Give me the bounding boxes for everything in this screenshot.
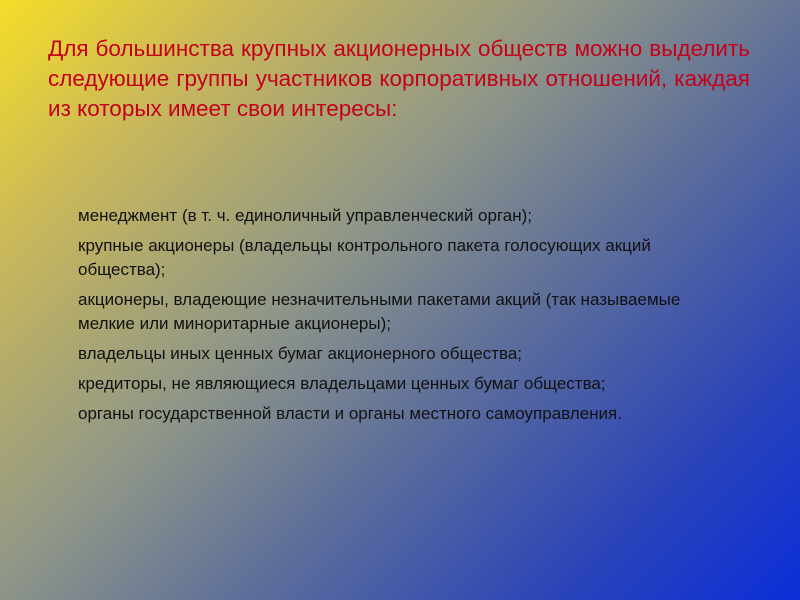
list-item	[48, 288, 708, 336]
list-item-text: менеджмент (в т. ч. единоличный управленческий орган);	[78, 206, 533, 225]
list-item-text: кредиторы, не являющиеся владельцами ценных бумаг общества;	[78, 374, 606, 393]
list-item	[48, 204, 708, 228]
list-item	[48, 402, 708, 426]
list-item	[48, 372, 708, 396]
list-item	[48, 342, 708, 366]
list-item-text: органы государственной власти и органы местного самоуправления.	[78, 404, 622, 423]
list-item-text: владельцы иных ценных бумаг акционерного общества;	[78, 344, 523, 363]
participant-groups-list	[48, 204, 708, 432]
list-item	[48, 234, 708, 282]
list-item-text: крупные акционеры (владельцы контрольного пакета голосующих акций общества);	[78, 236, 651, 279]
slide-heading: Для большинства крупных акционерных обществ можно выделить следующие группы участников корпоративных отношений, каждая из которых имеет свои интересы:	[48, 36, 750, 121]
list-item-text: акционеры, владеющие незначительными пакетами акций (так называемые мелкие или миноритарные акционеры);	[78, 290, 681, 333]
